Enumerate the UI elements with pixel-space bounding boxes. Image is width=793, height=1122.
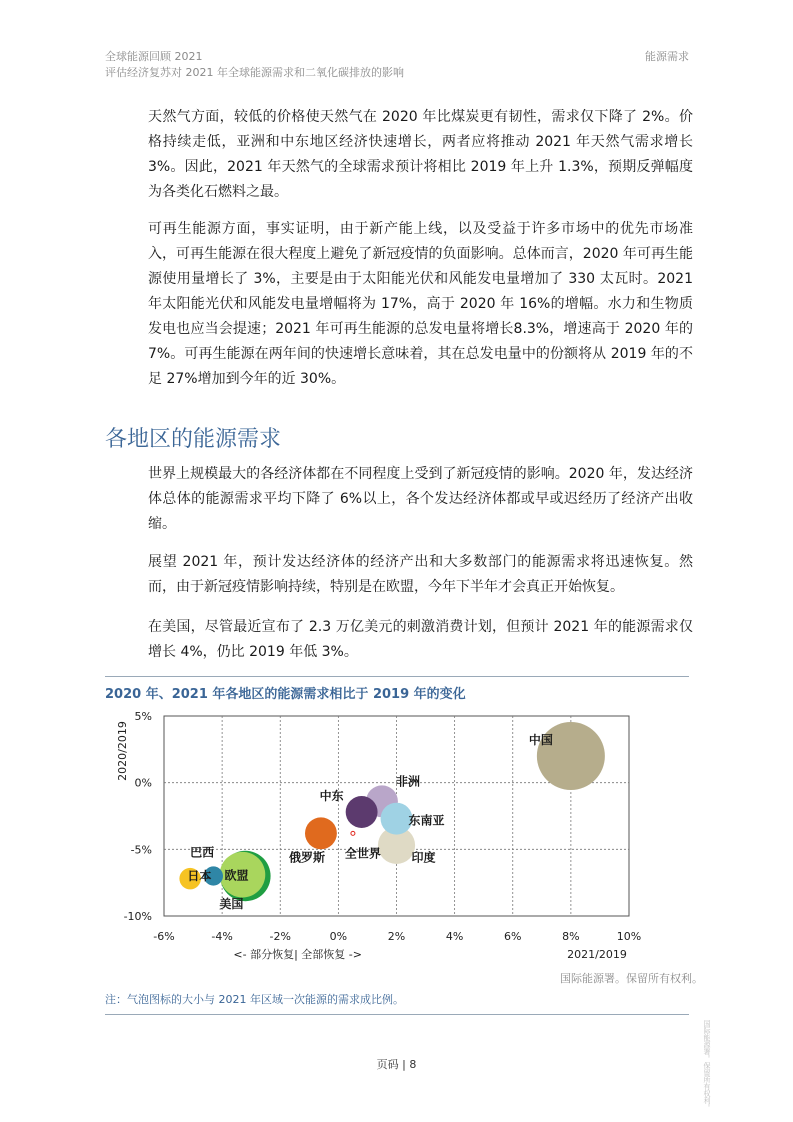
section-label: 能源需求 <box>645 50 689 63</box>
x-tick-label: 6% <box>504 930 522 943</box>
x-tick-label: -4% <box>211 930 233 943</box>
label-全世界: 全世界 <box>344 846 381 861</box>
x-tick-label: -6% <box>153 930 175 943</box>
x-tick-label: 0% <box>329 930 348 943</box>
label-巴西: 巴西 <box>190 845 215 860</box>
bubble-中东 <box>346 796 378 828</box>
figure-credit: 国际能源署。保留所有权利。 <box>560 972 703 985</box>
paragraph-usa: 在美国，尽管最近宣布了 2.3 万亿美元的刺激消费计划，但预计 2021 年的能源需求仅增长 4%，仍比 2019 年低 3%。 <box>148 619 693 660</box>
label-美国: 美国 <box>219 897 244 911</box>
report-subtitle: 评估经济复苏对 2021 年全球能源需求和二氧化碳排放的影响 <box>105 66 404 79</box>
figure-bottom-rule <box>105 1014 689 1015</box>
y-tick-label: 0% <box>134 776 152 790</box>
bubble-全世界 <box>351 831 355 835</box>
x-axis-label: 2021/2019 <box>567 948 627 961</box>
x-tick-label: 10% <box>616 930 642 943</box>
label-欧盟: 欧盟 <box>224 868 249 883</box>
figure-top-rule <box>105 676 689 677</box>
y-tick-label: -5% <box>130 843 152 857</box>
label-非洲: 非洲 <box>395 774 420 789</box>
x-tick-label: 4% <box>445 930 464 943</box>
label-中东: 中东 <box>319 789 344 803</box>
paragraph-economies: 世界上规模最大的各经济体都在不同程度上受到了新冠疫情的影响。2020 年，发达经济体总体的能源需求平均下降了 6%以上，各个发达经济体都或早或迟经历了经济产出收缩。 <box>148 466 693 532</box>
figure-note: 注：气泡图标的大小与 2021 年区域一次能源的需求成比例。 <box>105 993 404 1006</box>
x-tick-label: 2% <box>387 930 406 943</box>
side-rights-note: 国际能源署。保留所有权利。 <box>703 1020 711 1111</box>
x-tick-label: 8% <box>562 930 580 943</box>
label-中国: 中国 <box>528 733 553 747</box>
report-title: 全球能源回顾 2021 <box>105 50 203 63</box>
figure-title: 2020 年、2021 年各地区的能源需求相比于 2019 年的变化 <box>105 687 466 702</box>
x-axis-annotation: <- 部分恢复| 全部恢复 -> <box>233 948 362 961</box>
label-俄罗斯: 俄罗斯 <box>288 850 325 865</box>
label-印度: 印度 <box>411 850 436 865</box>
y-axis-label: 2020/2019 <box>116 721 129 781</box>
label-日本: 日本 <box>187 869 212 883</box>
x-tick-label: -2% <box>269 930 291 943</box>
bubble-chart <box>0 700 793 980</box>
y-tick-label: -10% <box>123 910 152 923</box>
y-tick-label: 5% <box>134 710 152 723</box>
paragraph-natural-gas: 天然气方面，较低的价格使天然气在 2020 年比煤炭更有韧性，需求仅下降了 2%。价格持续走低，亚洲和中东地区经济快速增长，两者应将推动 2021 年天然气需求增长 3%。因此，2021 年天然气的全球需求预计将相比 2019 年上升 1.3%，预期反弹幅度为各类化石燃料之最。 <box>148 109 693 200</box>
bubble-俄罗斯 <box>305 817 337 849</box>
label-东南亚: 东南亚 <box>408 813 445 828</box>
page-number: 页码 | 8 <box>376 1058 417 1071</box>
paragraph-renewables: 可再生能源方面，事实证明，由于新产能上线，以及受益于许多市场中的优先市场准入，可再生能源在很大程度上避免了新冠疫情的负面影响。总体而言，2020 年可再生能源使用量增长了 3%，主要是由于太阳能光伏和风能发电量增加了 330 太瓦时。2021 年太阳能光伏和风能发电量增幅将为 17%，高于 2020 年 16%的增幅。水力和生物质发电也应当会提速；2021 年可再生能源的总发电量将增长8.3%，增速高于 2020 年的 7%。可再生能源在两年间的快速增长意味着，其在总发电量中的份额将从 2019 年的不足 27%增加到今年的近 30%。 <box>148 221 693 387</box>
section-heading: 各地区的能源需求 <box>105 427 282 452</box>
paragraph-outlook: 展望 2021 年，预计发达经济体的经济产出和大多数部门的能源需求将迅速恢复。然而，由于新冠疫情影响持续，特别是在欧盟，今年下半年才会真正开始恢复。 <box>148 554 693 595</box>
